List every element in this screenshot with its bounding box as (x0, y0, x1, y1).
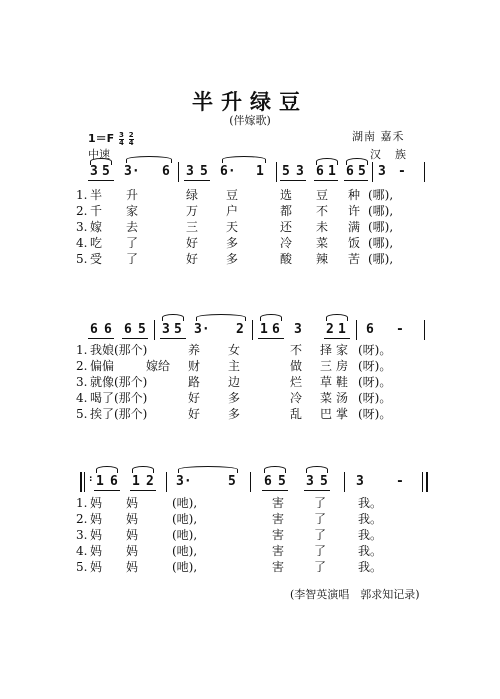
note: 3 (186, 164, 194, 179)
end-bar (422, 472, 423, 492)
verse-line: 2. 妈 妈 (吔), 害 了 我。 (76, 512, 383, 526)
notation-staff-3 (80, 472, 440, 492)
beam-underline (280, 180, 306, 181)
lyrics-block-1 (76, 187, 436, 271)
time-signature-2: $\frac{2}{4}$ (128, 130, 134, 147)
repeat-bar (84, 472, 85, 492)
note: 3 (90, 164, 98, 179)
note: 2 (236, 322, 244, 337)
note: 5 (282, 164, 290, 179)
bar-line (424, 162, 425, 182)
slur (162, 314, 184, 321)
beam-underline (262, 490, 288, 491)
verse-line: 1. 妈 妈 (吔), 害 了 我。 (76, 496, 383, 510)
beam-underline (314, 180, 338, 181)
note: 6 (272, 322, 280, 337)
beam-underline (94, 490, 120, 491)
note: 5 (138, 322, 146, 337)
note: 3 (162, 322, 170, 337)
note: 5 (278, 474, 286, 489)
slur (196, 314, 246, 321)
slur (96, 466, 118, 473)
ethnic-label: 汉族 (370, 148, 420, 161)
verse-line: 3. 嫁 去 三 天 还 未 满 (哪), (76, 220, 394, 234)
note: 6 (162, 164, 170, 179)
notation-staff-1 (80, 162, 440, 182)
notation-staff-2 (80, 320, 440, 340)
verse-line: 2. 千 家 万 户 都 不 许 (哪), (76, 204, 394, 218)
note: 3 (294, 322, 302, 337)
note: 5 (200, 164, 208, 179)
note: 3 (378, 164, 386, 179)
note: 2 (326, 322, 334, 337)
slur (306, 466, 328, 473)
lyrics-block-3 (76, 495, 436, 579)
note: 6 (104, 322, 112, 337)
verse-line: 5. 受 了 好 多 酸 辣 苦 (哪), (76, 252, 394, 266)
time-signature-1: $\frac{3}{4}$ (119, 130, 124, 147)
note: 3· (194, 322, 210, 337)
note: 6 (90, 322, 98, 337)
verse-line: 5. 妈 妈 (吔), 害 了 我。 (76, 560, 383, 574)
beam-underline (88, 180, 114, 181)
beam-underline (304, 490, 330, 491)
verse-line: 3. 就像(那个) 路 边 烂 草 鞋 (呀)。 (76, 375, 392, 389)
beam-underline (160, 338, 186, 339)
repeat-bar (80, 472, 82, 492)
note: 5 (320, 474, 328, 489)
song-title: 半升绿豆 (192, 89, 308, 114)
note: 5 (174, 322, 182, 337)
bar-line (424, 320, 425, 340)
bar-line (356, 320, 357, 340)
note: 6 (366, 322, 374, 337)
verse-line: 3. 妈 妈 (吔), 害 了 我。 (76, 528, 383, 542)
note: 5 (228, 474, 236, 489)
note: 5 (102, 164, 110, 179)
beam-underline (324, 338, 350, 339)
verse-line: 2. 偏偏 嫁给 财 主 做 三 房 (呀)。 (76, 359, 392, 373)
bar-line (154, 320, 155, 340)
verse-line: 4. 妈 妈 (吔), 害 了 我。 (76, 544, 383, 558)
note: 6 (346, 164, 354, 179)
note: 1 (328, 164, 336, 179)
note: 1 (260, 322, 268, 337)
bar-line (344, 472, 345, 492)
beam-underline (122, 338, 148, 339)
performer-credit: (李智英演唱 郭求知记录) (290, 588, 420, 601)
note: 5 (358, 164, 366, 179)
slur (346, 158, 368, 165)
slur (90, 158, 112, 165)
slur (178, 466, 238, 473)
note: 3· (124, 164, 140, 179)
song-subtitle: (伴嫁歌) (229, 114, 271, 127)
verse-line: 4. 喝了(那个) 好 多 冷 菜 汤 (呀)。 (76, 391, 392, 405)
note: - (398, 164, 406, 179)
bar-line (372, 162, 373, 182)
note: 3 (356, 474, 364, 489)
beam-underline (184, 180, 210, 181)
slur (264, 466, 286, 473)
region-label: 湖南 嘉禾 (352, 130, 405, 143)
note: 6· (220, 164, 236, 179)
note: 6 (316, 164, 324, 179)
note: 6 (264, 474, 272, 489)
bar-line (166, 472, 167, 492)
note: 1 (96, 474, 104, 489)
verse-line: 1. 我娘(那个) 养 女 不 择 家 (呀)。 (76, 343, 392, 357)
note: 3· (176, 474, 192, 489)
key-signature (88, 130, 134, 147)
note: 1 (132, 474, 140, 489)
note: 1 (256, 164, 264, 179)
beam-underline (130, 490, 156, 491)
note: 3 (296, 164, 304, 179)
bar-line (276, 162, 277, 182)
verse-line: 1. 半 升 绿 豆 选 豆 种 (哪), (76, 188, 394, 202)
slur (260, 314, 282, 321)
slur (316, 158, 338, 165)
slur (326, 314, 348, 321)
end-bar (426, 472, 428, 492)
note: 3 (306, 474, 314, 489)
verse-line: 4. 吃 了 好 多 冷 菜 饭 (哪), (76, 236, 394, 250)
note: 6 (124, 322, 132, 337)
slur (132, 466, 154, 473)
note: 1 (338, 322, 346, 337)
bar-line (252, 320, 253, 340)
verse-line: 5. 挨了(那个) 好 多 乱 巴 掌 (呀)。 (76, 407, 392, 421)
note: 2 (146, 474, 154, 489)
slur (126, 156, 172, 163)
beam-underline (258, 338, 284, 339)
slur (222, 156, 266, 163)
bar-line (250, 472, 251, 492)
note: 6 (110, 474, 118, 489)
bar-line (178, 162, 179, 182)
repeat-dots: : (88, 474, 94, 484)
note: - (396, 474, 404, 489)
note: - (396, 322, 404, 337)
lyrics-block-2 (76, 342, 436, 426)
beam-underline (88, 338, 114, 339)
tempo-marking: 中速 (88, 148, 110, 161)
beam-underline (344, 180, 368, 181)
key-label: 1＝F (88, 132, 115, 145)
